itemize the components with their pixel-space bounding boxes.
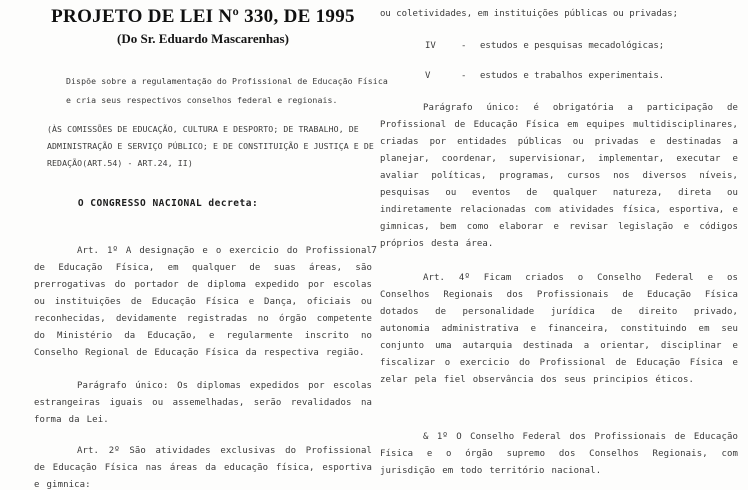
committee-line: REDAÇÃO(ART.54) - ART.24, II) bbox=[47, 158, 193, 168]
stray-print-mark: 7 bbox=[371, 245, 378, 256]
decree-heading: O CONGRESSO NACIONAL decreta: bbox=[77, 198, 259, 209]
document-author: (Do Sr. Eduardo Mascarenhas) bbox=[117, 31, 289, 46]
committee-routing bbox=[47, 121, 372, 172]
item-text: estudos e pesquisas mecadológicas; bbox=[480, 41, 665, 51]
article-4-paragraph: Art. 4º Ficam criados o Conselho Federal e os Conselhos Regionais dos Profissionais de Educação Física dotados de personalidade jurídica de direito privado, autonomia administrativa e financeira, constituindo em seu conjunto uma autarquia destinada a orientar, disciplinar e fiscalizar o exercicio do Profissional de Educação Física e zelar pela fiel observância dos seus principios éticos. bbox=[380, 273, 738, 385]
committee-line: ADMINISTRAÇÃO E SERVIÇO PÚBLICO; E DE CONSTITUIÇÃO E JUSTIÇA E DE bbox=[47, 141, 374, 151]
article-2-paragraph: Art. 2º São atividades exclusivas do Profissional de Educação Física nas áreas da educação física, esportiva e gimnica: bbox=[34, 446, 372, 490]
item-text: estudos e trabalhos experimentais. bbox=[480, 71, 665, 81]
ementa bbox=[66, 72, 388, 110]
ementa-line: e cria seus respectivos conselhos federal e regionais. bbox=[66, 95, 338, 105]
item-numeral: IV bbox=[425, 41, 436, 51]
right-column bbox=[380, 2, 738, 480]
committee-line: (ÀS COMISSÕES DE EDUCAÇÃO, CULTURA E DESPORTO; DE TRABALHO, DE bbox=[47, 124, 359, 134]
sole-paragraph-art3: Parágrafo único: é obrigatória a participação de Profissional de Educação Física em equipes multidisciplinares, criadas por entidades públicas ou privadas e destinadas a planejar, coordenar, supervisionar, implementar, executar e avaliar políticas, programas, cursos nos diversos níveis, pesquisas ou eventos de qualquer natureza, direta ou indiretamente relacionadas com atividades física, esportiva, e gimnicas, bem como elaborar e revisar legislação e códigos próprios desta área. bbox=[380, 103, 738, 249]
list-item-iv bbox=[380, 39, 738, 54]
item-dash: - bbox=[461, 71, 467, 81]
article-1-paragraph: Art. 1º A designação e o exercicio do Profissional de Educação Física, em qualquer de suas áreas, são prerrogativas do portador de diploma expedido por escolas ou instituições de Educação Física e Dança, oficiais ou reconhecidas, devidamente registradas no órgão competente do Ministério da Educação, e regularmente inscrito no Conselho Regional de Educação Física da respectiva região. bbox=[34, 246, 372, 358]
document-title: PROJETO DE LEI Nº 330, DE 1995 bbox=[51, 6, 355, 27]
left-column bbox=[34, 6, 388, 494]
item-numeral: V bbox=[425, 71, 431, 81]
section-1-paragraph: & 1º O Conselho Federal dos Profissionais de Educação Física e o órgão supremo dos Conselhos Regionais, com jurisdição em todo território nacional. bbox=[380, 432, 738, 476]
list-item-v bbox=[380, 69, 738, 84]
sole-paragraph-art1: Parágrafo único: Os diplomas expedidos por escolas estrangeiras iguais ou assemelhadas, serão revalidados na forma da Lei. bbox=[34, 381, 372, 425]
continuation-line: ou coletividades, em instituições públicas ou privadas; bbox=[380, 9, 679, 19]
item-dash: - bbox=[461, 41, 467, 51]
ementa-line: Dispõe sobre a regulamentação do Profissional de Educação Física bbox=[66, 76, 388, 86]
